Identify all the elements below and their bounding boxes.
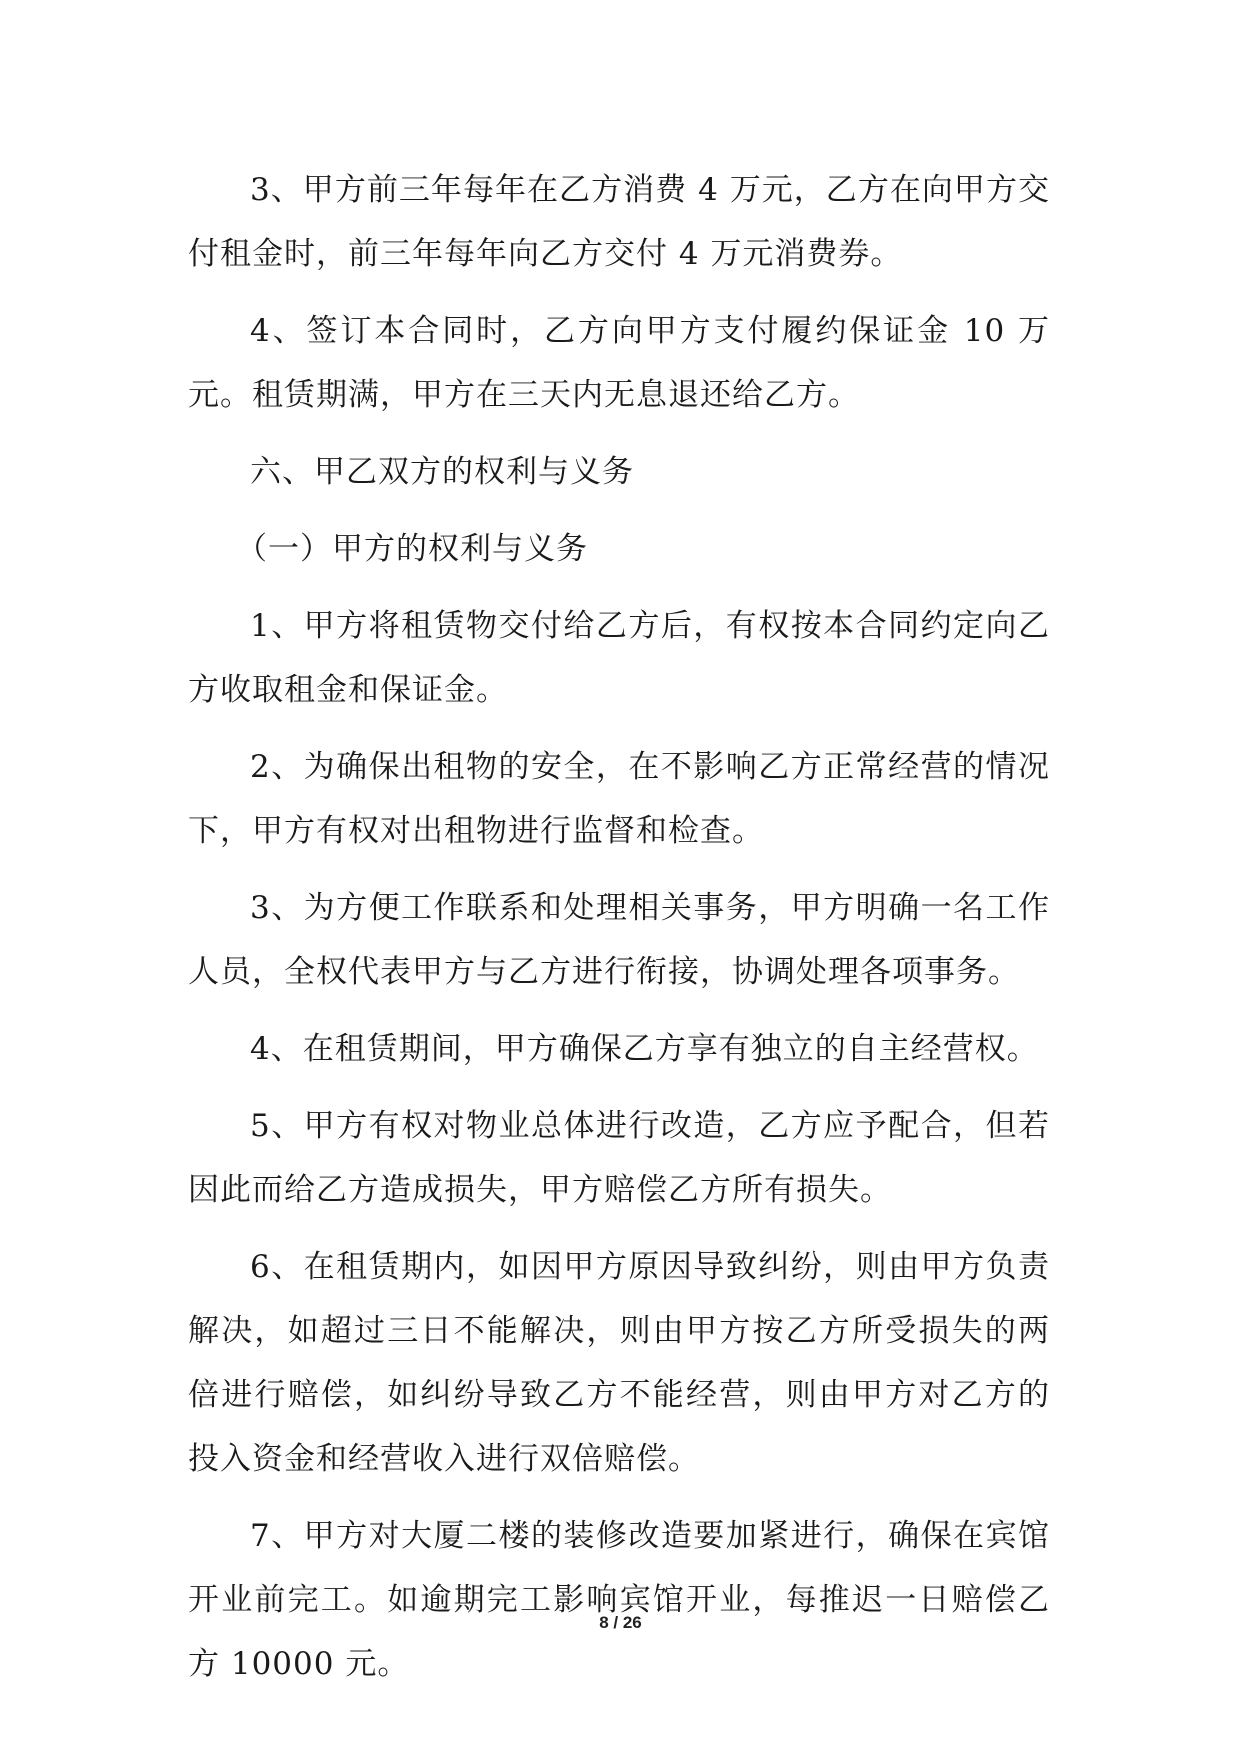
- clause-paragraph: 5、甲方有权对物业总体进行改造，乙方应予配合，但若因此而给乙方造成损失，甲方赔偿乙方所有损失。: [188, 1108, 1050, 1208]
- clause-paragraph: 4、在租赁期间，甲方确保乙方享有独立的自主经营权。: [250, 1031, 1039, 1067]
- page-number: 8 / 26: [599, 1613, 642, 1632]
- clause-paragraph: 6、在租赁期内，如因甲方原因导致纠纷，则由甲方负责解决，如超过三日不能解决，则由甲方按乙方所受损失的两倍进行赔偿，如纠纷导致乙方不能经营，则由甲方对乙方的投入资金和经营收入进行双倍赔偿。: [188, 1249, 1050, 1477]
- clause-paragraph: 4、签订本合同时，乙方向甲方支付履约保证金 10 万元。租赁期满，甲方在三天内无息退还给乙方。: [188, 313, 1050, 413]
- section-heading: 六、甲乙双方的权利与义务: [250, 454, 634, 490]
- subsection-heading: （一）甲方的权利与义务: [236, 531, 588, 567]
- clause-paragraph: 3、为方便工作联系和处理相关事务，甲方明确一名工作人员，全权代表甲方与乙方进行衔接，协调处理各项事务。: [188, 890, 1050, 990]
- clause-paragraph: 3、甲方前三年每年在乙方消费 4 万元，乙方在向甲方交付租金时，前三年每年向乙方交付 4 万元消费券。: [188, 172, 1050, 272]
- clause-paragraph: 2、为确保出租物的安全，在不影响乙方正常经营的情况下，甲方有权对出租物进行监督和检查。: [188, 749, 1050, 849]
- clause-paragraph: 7、甲方对大厦二楼的装修改造要加紧进行，确保在宾馆开业前完工。如逾期完工影响宾馆开业，每推迟一日赔偿乙方 10000 元。: [188, 1518, 1050, 1682]
- document-body: [188, 158, 1050, 1709]
- clause-paragraph: 1、甲方将租赁物交付给乙方后，有权按本合同约定向乙方收取租金和保证金。: [188, 608, 1050, 708]
